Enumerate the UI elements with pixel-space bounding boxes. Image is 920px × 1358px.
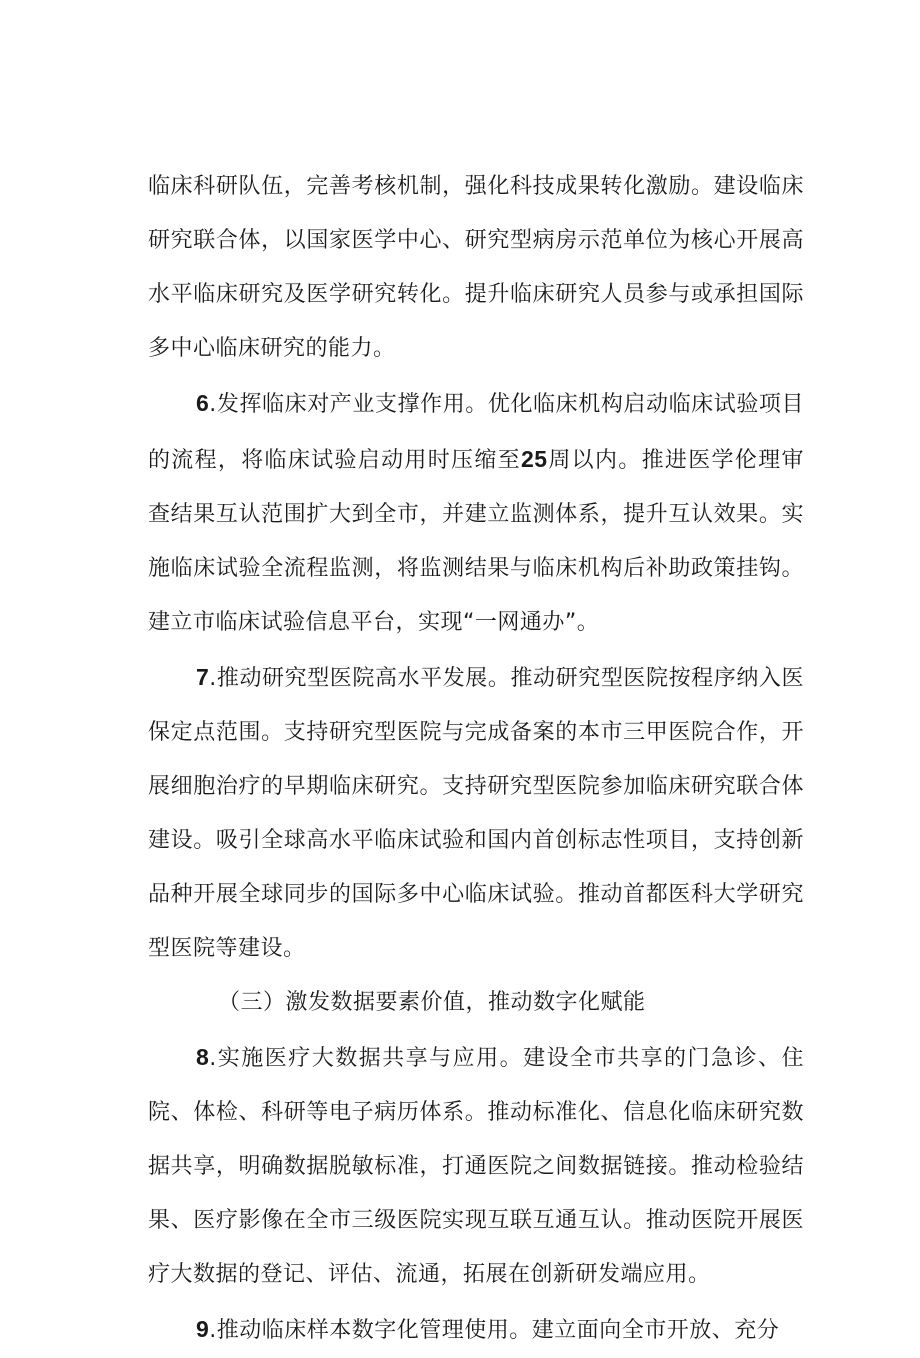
- paragraph-text: 临床科研队伍，完善考核机制，强化科技成果转化激励。建设临床研究联合体，以国家医学中心、研究型病房示范单位为核心开展高水平临床研究及医学研究转化。提升临床研究人员参与或承担国际多中心临床研究的能力。: [148, 174, 804, 361]
- paragraph-text: .推动研究型医院高水平发展。推动研究型医院按程序纳入医保定点范围。支持研究型医院与完成备案的本市三甲医院合作，开展细胞治疗的早期临床研究。支持研究型医院参加临床研究联合体建设。吸引全球高水平临床试验和国内首创标志性项目，支持创新品种开展全球同步的国际多中心临床试验。推动首都医科大学研究型医院等建设。: [148, 666, 804, 961]
- paragraph-text-after: 周以内。推进医学伦理审查结果互认范围扩大到全市，并建立监测体系，提升互认效果。实施临床试验全流程监测，将监测结果与临床机构后补助政策挂钩。建立市临床试验信息平台，实现“一网通办”。: [148, 448, 804, 635]
- item-number: 8: [196, 1044, 210, 1070]
- item-number: 7: [196, 664, 210, 690]
- section-heading: [148, 976, 804, 1030]
- paragraph-continuation: [148, 160, 804, 376]
- paragraph-item-9: [148, 1302, 804, 1358]
- item-number: 9: [196, 1316, 210, 1342]
- paragraph-text: .推动临床样本数字化管理使用。建立面向全市开放、充分: [209, 1318, 780, 1343]
- paragraph-item-8: [148, 1030, 804, 1302]
- bold-value: 25: [520, 446, 548, 472]
- section-heading-text: （三）激发数据要素价值，推动数字化赋能: [218, 990, 646, 1015]
- paragraph-item-7: [148, 650, 804, 976]
- item-number: 6: [196, 390, 210, 416]
- paragraph-item-6: [148, 376, 804, 650]
- paragraph-text: .发挥临床对产业支撑作用。优化临床机构启动临床试验项目的流程，将临床试验启动用时压缩至: [148, 392, 804, 473]
- document-body: [148, 160, 804, 1358]
- paragraph-text: .实施医疗大数据共享与应用。建设全市共享的门急诊、住院、体检、科研等电子病历体系。推动标准化、信息化临床研究数据共享，明确数据脱敏标准，打通医院之间数据链接。推动检验结果、医疗影像在全市三级医院实现互联互通互认。推动医院开展医疗大数据的登记、评估、流通，拓展在创新研发端应用。: [148, 1046, 804, 1287]
